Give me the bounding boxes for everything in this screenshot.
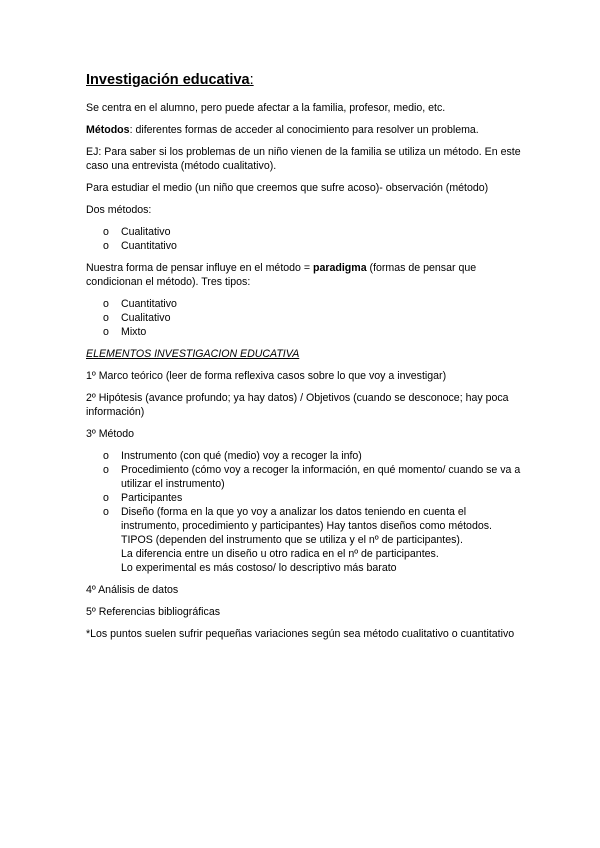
metodos-list bbox=[86, 225, 526, 253]
list-item-text: Cuantitativo bbox=[121, 298, 177, 310]
list-item-text: Cualitativo bbox=[121, 226, 171, 238]
dos-metodos-heading: Dos métodos: bbox=[86, 204, 152, 216]
list-item bbox=[103, 463, 526, 491]
paradigma-paragraph bbox=[86, 261, 526, 289]
paradigma-post: (formas de pensar que condicionan el método). Tres tipos: bbox=[86, 262, 477, 288]
document-page bbox=[86, 72, 526, 649]
metodo-list bbox=[86, 449, 526, 575]
list-item-text: Cuantitativo bbox=[121, 240, 177, 252]
list-item bbox=[103, 225, 526, 239]
bullet-glyph: o bbox=[103, 298, 109, 310]
list-item bbox=[103, 491, 526, 505]
section-heading: ELEMENTOS INVESTIGACION EDUCATIVA bbox=[86, 348, 300, 360]
analisis-datos: 4º Análisis de datos bbox=[86, 584, 179, 596]
diseno-coste: Lo experimental es más costoso/ lo descriptivo más barato bbox=[121, 562, 397, 574]
bullet-glyph: o bbox=[103, 312, 109, 324]
diseno-diferencia: La diferencia entre un diseño u otro radica en el nº de participantes. bbox=[121, 548, 439, 560]
list-item bbox=[103, 505, 526, 575]
bullet-glyph: o bbox=[103, 326, 109, 338]
hipotesis: 2º Hipótesis (avance profundo; ya hay datos) / Objetivos (cuando se desconoce; hay poca información) bbox=[86, 392, 509, 418]
list-item-text: Mixto bbox=[121, 326, 147, 338]
metodos-term: Métodos bbox=[86, 124, 130, 136]
bullet-glyph: o bbox=[103, 226, 109, 238]
list-item-text: Cualitativo bbox=[121, 312, 171, 324]
metodos-definition: : diferentes formas de acceder al conocimiento para resolver un problema. bbox=[129, 124, 479, 136]
bullet-glyph: o bbox=[103, 506, 109, 518]
paradigma-term: paradigma bbox=[313, 262, 367, 274]
title-text: Investigación educativa bbox=[86, 72, 250, 88]
footnote: *Los puntos suelen sufrir pequeñas variaciones según sea método cualitativo o cuantitativo bbox=[86, 628, 515, 640]
list-item bbox=[103, 449, 526, 463]
marco-teorico: 1º Marco teórico (leer de forma reflexiva casos sobre lo que voy a investigar) bbox=[86, 370, 447, 382]
diseno-text: Diseño (forma en la que yo voy a analizar los datos teniendo en cuenta el instrumento, procedimiento y participantes) Hay tantos diseños como métodos. bbox=[121, 506, 492, 532]
list-item-text: Procedimiento (cómo voy a recoger la información, en qué momento/ cuando se va a utilizar el instrumento) bbox=[121, 464, 521, 490]
page-title bbox=[86, 72, 526, 89]
intro-paragraph: Se centra en el alumno, pero puede afectar a la familia, profesor, medio, etc. bbox=[86, 102, 446, 114]
list-item-text: Instrumento (con qué (medio) voy a recoger la info) bbox=[121, 450, 362, 462]
bullet-glyph: o bbox=[103, 492, 109, 504]
diseno-tipos: TIPOS (dependen del instrumento que se utiliza y el nº de participantes). bbox=[121, 534, 463, 546]
tipos-list bbox=[86, 297, 526, 339]
paradigma-pre: Nuestra forma de pensar influye en el método = bbox=[86, 262, 314, 274]
bullet-glyph: o bbox=[103, 464, 109, 476]
title-colon: : bbox=[249, 72, 254, 88]
list-item bbox=[103, 325, 526, 339]
bullet-glyph: o bbox=[103, 450, 109, 462]
list-item bbox=[103, 239, 526, 253]
referencias: 5º Referencias bibliográficas bbox=[86, 606, 221, 618]
list-item bbox=[103, 311, 526, 325]
bullet-glyph: o bbox=[103, 240, 109, 252]
list-item-text: Participantes bbox=[121, 492, 183, 504]
example-paragraph: EJ: Para saber si los problemas de un niño vienen de la familia se utiliza un método. En este caso una entrevista (método cualitativo). bbox=[86, 146, 521, 172]
metodo-heading: 3º Método bbox=[86, 428, 135, 440]
metodos-paragraph bbox=[86, 123, 526, 137]
list-item bbox=[103, 297, 526, 311]
medio-paragraph: Para estudiar el medio (un niño que creemos que sufre acoso)- observación (método) bbox=[86, 182, 489, 194]
